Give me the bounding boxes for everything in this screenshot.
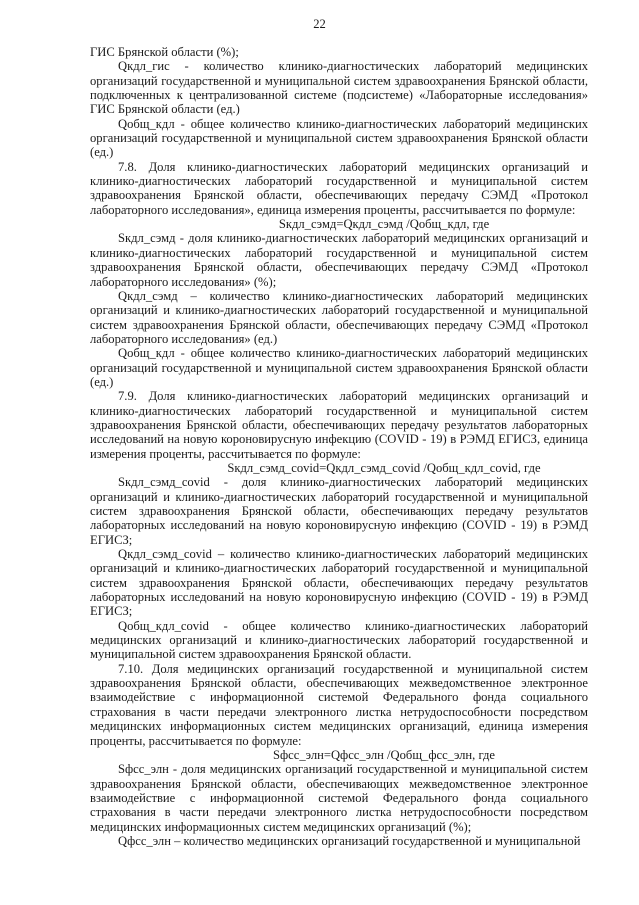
- paragraph: ГИС Брянской области (%);: [90, 45, 239, 59]
- page-number: 22: [313, 17, 326, 31]
- paragraph: Sфсс_элн - доля медицинских организаций государственной и муниципальной систем здравоохранения Брянской области, обеспечивающих межведомственное электронное взаимодействие с информационной системой Федерального фонда социального страхования в части передачи электронного листка нетрудоспособности посредством медицинских информационных систем медицинских организаций (%);: [90, 762, 588, 834]
- document-body: [90, 45, 588, 848]
- section-7-8: 7.8. Доля клинико-диагностических лабораторий медицинских организаций и клинико-диагностических лабораторий государственной и муниципальной систем здравоохранения Брянской области, обеспечивающих передачу СЭМД «Протокол лабораторного исследования», единица измерения проценты, рассчитывается по формуле:: [90, 159, 588, 217]
- paragraph: Qфсс_элн – количество медицинских организаций государственной и муниципальной: [118, 833, 581, 848]
- paragraph: Qобщ_кдл_covid - общее количество клинико-диагностических лабораторий медицинских организаций и клинико-диагностических лабораторий государственной и муниципальной систем здравоохранения Брянской области.: [90, 618, 588, 662]
- paragraph: Sкдл_сэмд - доля клинико-диагностических лабораторий медицинских организаций и клинико-диагностических лабораторий государственной и муниципальной систем здравоохранения Брянской области, обеспечивающих передачу СЭМД «Протокол лабораторного исследования» (%);: [90, 231, 588, 289]
- paragraph: Qкдл_сэмд_covid – количество клинико-диагностических лабораторий медицинских организаций и клинико-диагностических лабораторий государственной и муниципальной систем здравоохранения Брянской области, обеспечивающих передачу результатов лабораторных исследований на новую короновирусную инфекцию (COVID - 19) в РЭМД ЕГИСЗ;: [90, 547, 588, 619]
- paragraph: Qобщ_кдл - общее количество клинико-диагностических лабораторий медицинских организаций государственной и муниципальной систем здравоохранения Брянской области (ед.): [90, 116, 588, 160]
- formula: Sкдл_сэмд=Qкдл_сэмд /Qобщ_кдл, где: [278, 217, 490, 232]
- paragraph: Sкдл_сэмд_covid - доля клинико-диагностических лабораторий медицинских организаций и клинико-диагностических лабораторий государственной и муниципальной систем здравоохранения Брянской области, обеспечивающих передачу результатов лабораторных исследований на новую короновирусную инфекцию (COVID - 19) в РЭМД ЕГИСЗ;: [90, 475, 588, 547]
- section-7-9: 7.9. Доля клинико-диагностических лабораторий медицинских организаций и клинико-диагностических лабораторий государственной и муниципальной систем здравоохранения Брянской области, обеспечивающих передачу результатов лабораторных исследований на новую короновирусную инфекцию (COVID - 19) в РЭМД ЕГИСЗ, единица измерения проценты, рассчитывается по формуле:: [90, 389, 588, 461]
- paragraph: Qобщ_кдл - общее количество клинико-диагностических лабораторий медицинских организаций государственной и муниципальной систем здравоохранения Брянской области (ед.): [90, 346, 588, 389]
- paragraph: Qкдл_сэмд – количество клинико-диагностических лабораторий медицинских организаций и клинико-диагностических лабораторий государственной и муниципальной систем здравоохранения Брянской области, обеспечивающих передачу СЭМД «Протокол лабораторного исследования» (ед.): [90, 288, 588, 346]
- section-7-10: 7.10. Доля медицинских организаций государственной и муниципальной систем здравоохранения Брянской области, обеспечивающих межведомственное электронное взаимодействие с информационной системой Федерального фонда социального страхования в части передачи электронного листка нетрудоспособности посредством медицинских информационных систем медицинских организаций, единица измерения проценты, рассчитывается по формуле:: [90, 661, 588, 748]
- paragraph: Qкдл_гис - количество клинико-диагностических лабораторий медицинских организаций государственной и муниципальной систем здравоохранения Брянской области, подключенных к централизованной системе (подсистеме) «Лабораторные исследования» ГИС Брянской области (ед.): [90, 59, 588, 117]
- formula: Sкдл_сэмд_covid=Qкдл_сэмд_covid /Qобщ_кдл_covid, где: [227, 460, 541, 475]
- formula: Sфсс_элн=Qфсс_элн /Qобщ_фсс_элн, где: [273, 747, 495, 762]
